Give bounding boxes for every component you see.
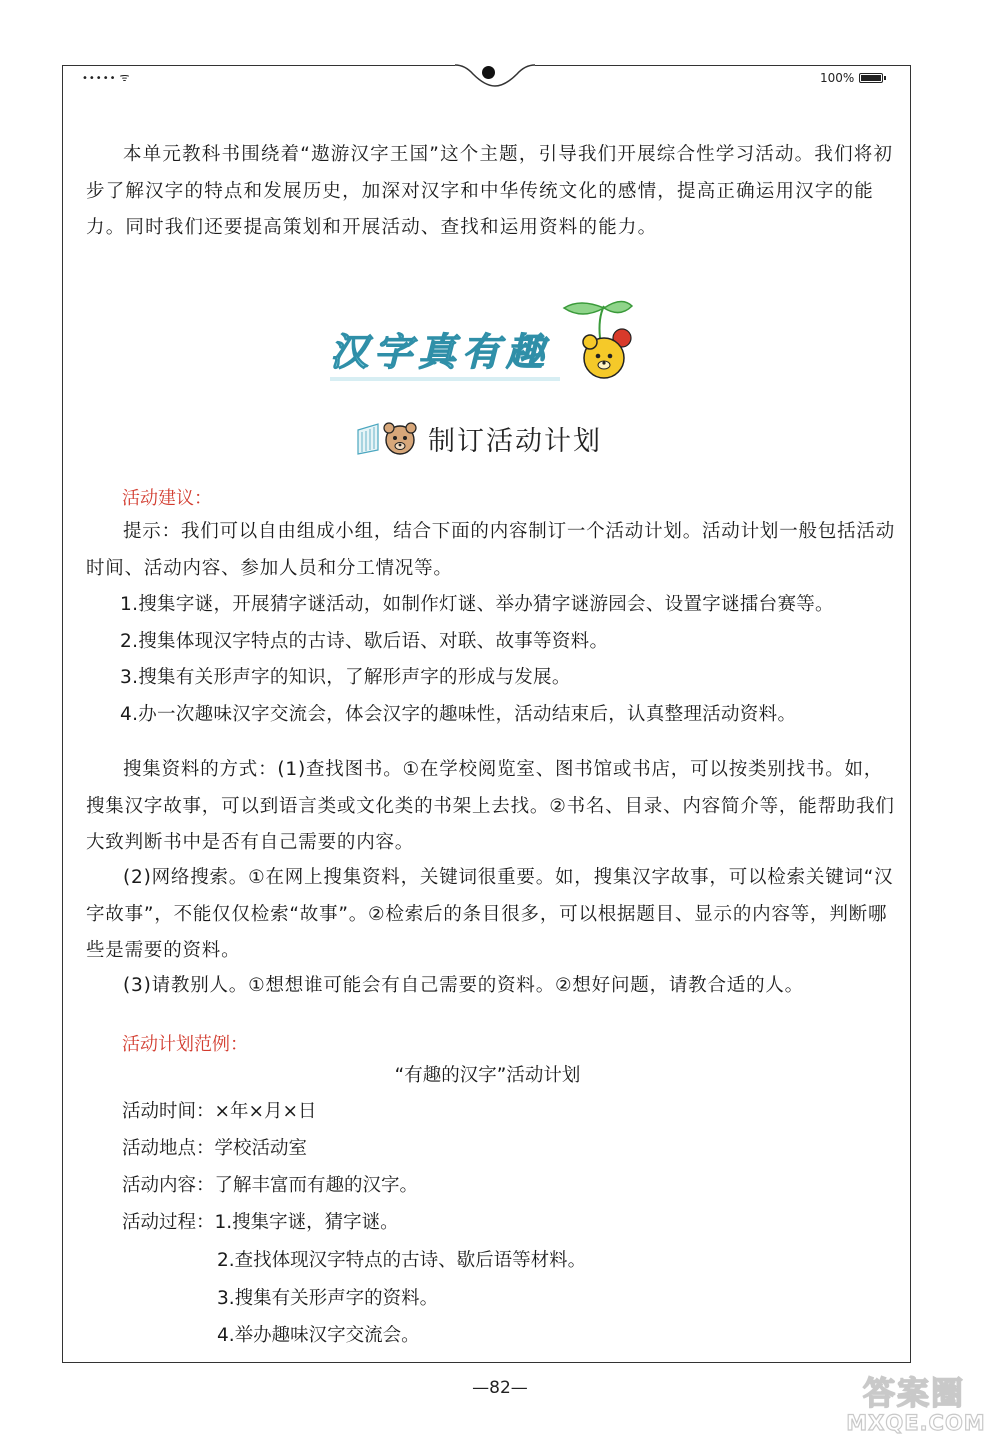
process-step-3: 3.搜集有关形声字的资料。 (217, 1288, 439, 1309)
signal-icon: ••••• (82, 73, 117, 84)
example-place: 活动地点：学校活动室 (122, 1138, 308, 1159)
intro-paragraph: 本单元教科书围绕着“遨游汉字王国”这个主题，引导我们开展综合性学习活动。我们将初步了解汉字的特点和发展历史，加深对汉字和中华传统文化的感情，提高正确运用汉字的能力。同时我们还要提高策划和开展活动、查找和运用资料的能力。 (86, 144, 894, 238)
example-label: 活动计划范例： (122, 1034, 248, 1055)
svg-text:MXQE.COM: MXQE.COM (846, 1411, 986, 1435)
process-step-2: 2.查找体现汉字特点的古诗、歇后语等材料。 (217, 1250, 587, 1271)
section-heading (356, 416, 602, 460)
example-content: 活动内容：了解丰富而有趣的汉字。 (122, 1175, 419, 1196)
example-process-label (122, 1205, 399, 1242)
tablet-notch (455, 58, 535, 88)
suggestion-item-1: 1.搜集字谜，开展猜字谜活动，如制作灯谜、举办猜字谜游园会、设置字谜擂台赛等。 (120, 594, 834, 615)
page-number: —82— (472, 1378, 528, 1398)
process-step-4: 4.举办趣味汉字交流会。 (217, 1325, 420, 1346)
suggestion-item-4: 4.办一次趣味汉字交流会，体会汉字的趣味性，活动结束后，认真整理活动资料。 (120, 704, 797, 725)
section-title: 制订活动计划 (428, 425, 602, 457)
banner (330, 318, 550, 378)
methods-lead: 搜集资料的方式： (123, 759, 278, 780)
svg-text:答案圈: 答案圈 (862, 1374, 966, 1412)
suggestion-item-2: 2.搜集体现汉字特点的古诗、歇后语、对联、故事等资料。 (120, 631, 609, 652)
process-step-1: 1.搜集字谜，猜字谜。 (214, 1212, 399, 1233)
banner-underline (330, 377, 560, 381)
battery-percent: 100% (820, 71, 855, 85)
methods-p1: (1)查找图书。①在学校阅览室、图书馆或书店，可以按类别找书。如，搜集汉字故事，可以到语言类或文化类的书架上去找。②书名、目录、内容简介等，能帮助我们大致判断书中是否有自己需要的内容。 (86, 759, 895, 853)
camera-icon (482, 66, 495, 79)
battery-icon (859, 73, 883, 83)
example-time: 活动时间：×年×月×日 (122, 1101, 317, 1122)
watermark-logo (836, 1370, 996, 1436)
status-bar-left (82, 70, 131, 85)
tip-paragraph: 提示：我们可以自由组成小组，结合下面的内容制订一个活动计划。活动计划一般包括活动时间、活动内容、参加人员和分工情况等。 (86, 521, 896, 579)
methods-paragraph-1 (86, 752, 896, 862)
process-label: 活动过程： (122, 1212, 215, 1233)
status-bar-right (820, 71, 883, 85)
wifi-icon: ᯤ (119, 71, 131, 84)
example-title: “有趣的汉字”活动计划 (394, 1065, 581, 1086)
methods-paragraph-3: (3)请教别人。①想想谁可能会有自己需要的资料。②想好问题，请教合适的人。 (123, 975, 804, 996)
suggestions-label: 活动建议： (122, 488, 212, 509)
suggestion-item-3: 3.搜集有关形声字的知识，了解形声字的形成与发展。 (120, 667, 571, 688)
battery-fill (861, 75, 881, 81)
bear-book-icon (356, 416, 424, 460)
methods-paragraph-2: (2)网络搜索。①在网上搜集资料，关键词很重要。如，搜集汉字故事，可以检索关键词“汉字故事”，不能仅仅检索“故事”。②检索后的条目很多，可以根据题目、显示的内容等，判断哪些是需要的资料。 (86, 867, 894, 961)
bear-mascot-icon (560, 298, 650, 384)
banner-title: 汉字真有趣 (330, 329, 551, 374)
